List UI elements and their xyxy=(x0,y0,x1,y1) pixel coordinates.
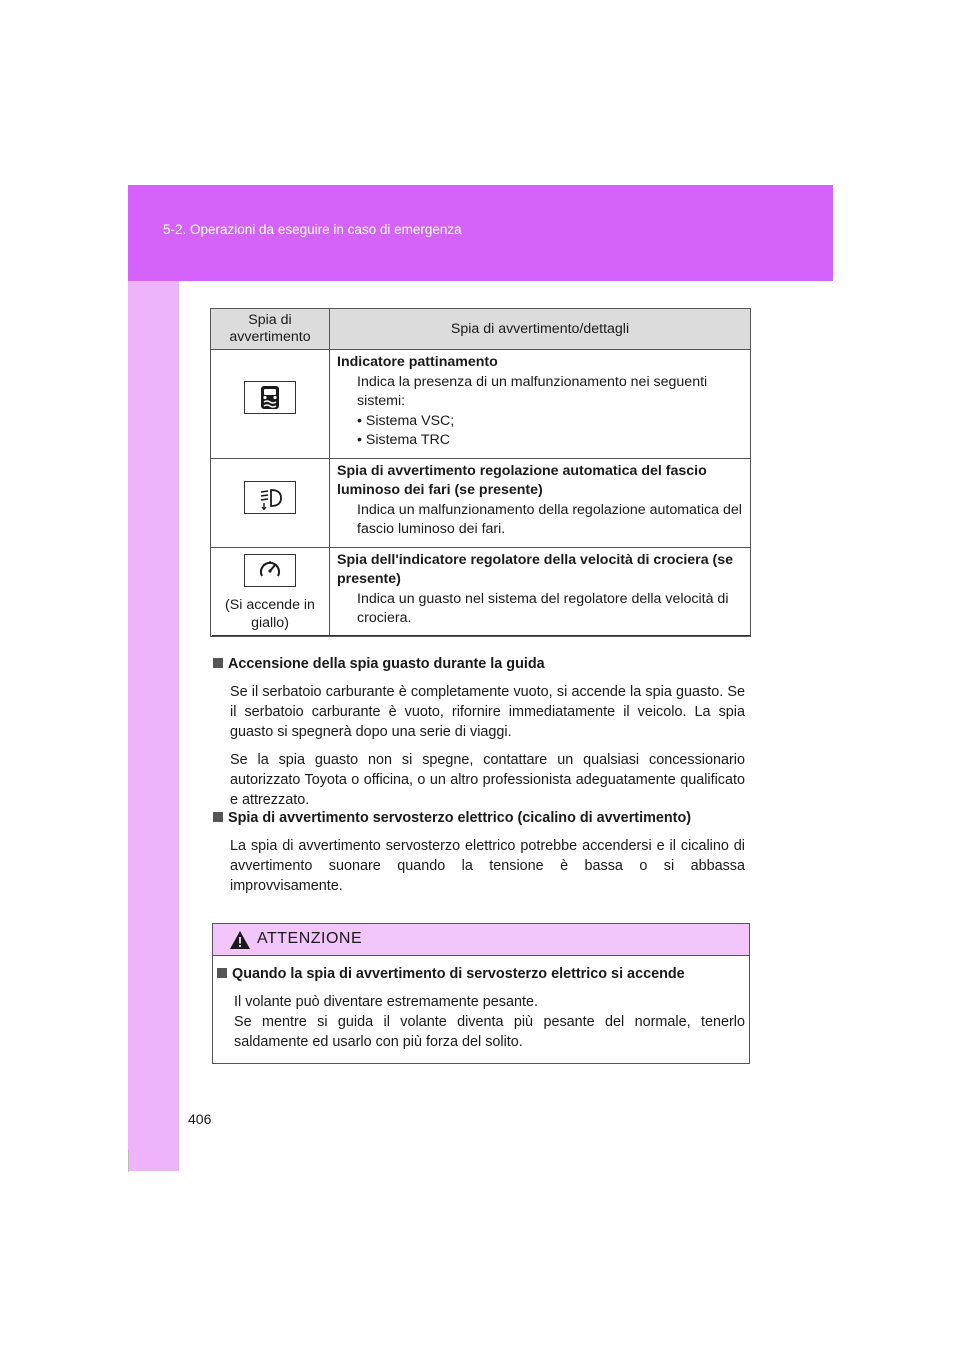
table-cell-icon xyxy=(211,458,330,547)
warning-light-table xyxy=(210,308,751,637)
attention-header xyxy=(213,924,749,956)
table-header-row xyxy=(211,309,751,350)
table-row xyxy=(211,458,751,547)
attention-body xyxy=(217,964,745,1052)
paragraph: Se la spia guasto non si spegne, contattare un qualsiasi concessionario autorizzato Toyota o officina, o un altro professionista adeguatamente qualificato e attrezzato. xyxy=(230,752,745,808)
attention-line: Il volante può diventare estremamente pesante. xyxy=(234,994,538,1010)
attention-box xyxy=(212,923,750,1064)
table-row xyxy=(211,350,751,459)
table-cell-details xyxy=(330,547,751,636)
section-title: 5-2. Operazioni da eseguire in caso di emergenza xyxy=(163,222,462,237)
table-cell-icon xyxy=(211,350,330,459)
page-number: 406 xyxy=(188,1111,212,1127)
attention-heading: Quando la spia di avvertimento di servosterzo elettrico si accende xyxy=(217,964,745,984)
row-bullet: • Sistema VSC; xyxy=(357,412,455,429)
section-heading: Spia di avvertimento servosterzo elettrico (cicalino di avvertimento) xyxy=(213,808,745,828)
row-title: Spia dell'indicatore regolatore della velocità di crociera (se presente) xyxy=(337,551,734,587)
row-text: Indica la presenza di un malfunzionamento nei seguenti sistemi: xyxy=(357,373,708,409)
headlight-leveling-icon xyxy=(244,481,296,514)
paragraph: La spia di avvertimento servosterzo elettrico potrebbe accendersi e il cicalino di avvertimento suonare quando la tensione è bassa o si abbassa improvvisamente. xyxy=(230,838,745,894)
row-bullet: • Sistema TRC xyxy=(357,432,451,448)
table-cell-icon xyxy=(211,547,330,636)
warning-triangle-icon xyxy=(229,930,251,955)
row-text: Indica un malfunzionamento della regolazione automatica del fascio luminoso dei fari. xyxy=(357,501,742,537)
side-strip xyxy=(128,281,179,1171)
section-power-steering xyxy=(213,808,745,896)
skid-indicator-icon xyxy=(244,381,296,414)
row-title: Indicatore pattinamento xyxy=(337,354,498,370)
square-bullet-icon xyxy=(217,968,227,978)
section-heading: Accensione della spia guasto durante la guida xyxy=(213,654,745,674)
table-row xyxy=(211,547,751,636)
table-cell-details xyxy=(330,350,751,459)
cruise-control-icon xyxy=(244,554,296,587)
row-title: Spia di avvertimento regolazione automatica del fascio luminoso dei fari (se presente) xyxy=(337,462,707,498)
square-bullet-icon xyxy=(213,658,223,668)
section-divider xyxy=(212,635,750,636)
row-text: Indica un guasto nel sistema del regolatore della velocità di crociera. xyxy=(357,590,729,626)
attention-title: ATTENZIONE xyxy=(257,930,363,947)
table-header-icon-column: Spia di avvertimento xyxy=(211,309,330,350)
table-cell-details xyxy=(330,458,751,547)
icon-caption: (Si accende in giallo) xyxy=(225,596,315,631)
crop-mark xyxy=(128,1150,129,1172)
attention-line: Se mentre si guida il volante diventa più pesante del normale, tenerlo saldamente ed usarlo con più forza del solito. xyxy=(234,1014,745,1050)
paragraph: Se il serbatoio carburante è completamente vuoto, si accende la spia guasto. Se il serbatoio carburante è vuoto, rifornire immediatamente il veicolo. La spia guasto si spegnerà dopo una serie di viaggi. xyxy=(230,684,745,740)
square-bullet-icon xyxy=(213,812,223,822)
table-header-details-column: Spia di avvertimento/dettagli xyxy=(330,309,751,350)
section-fuel-warning xyxy=(213,654,745,810)
